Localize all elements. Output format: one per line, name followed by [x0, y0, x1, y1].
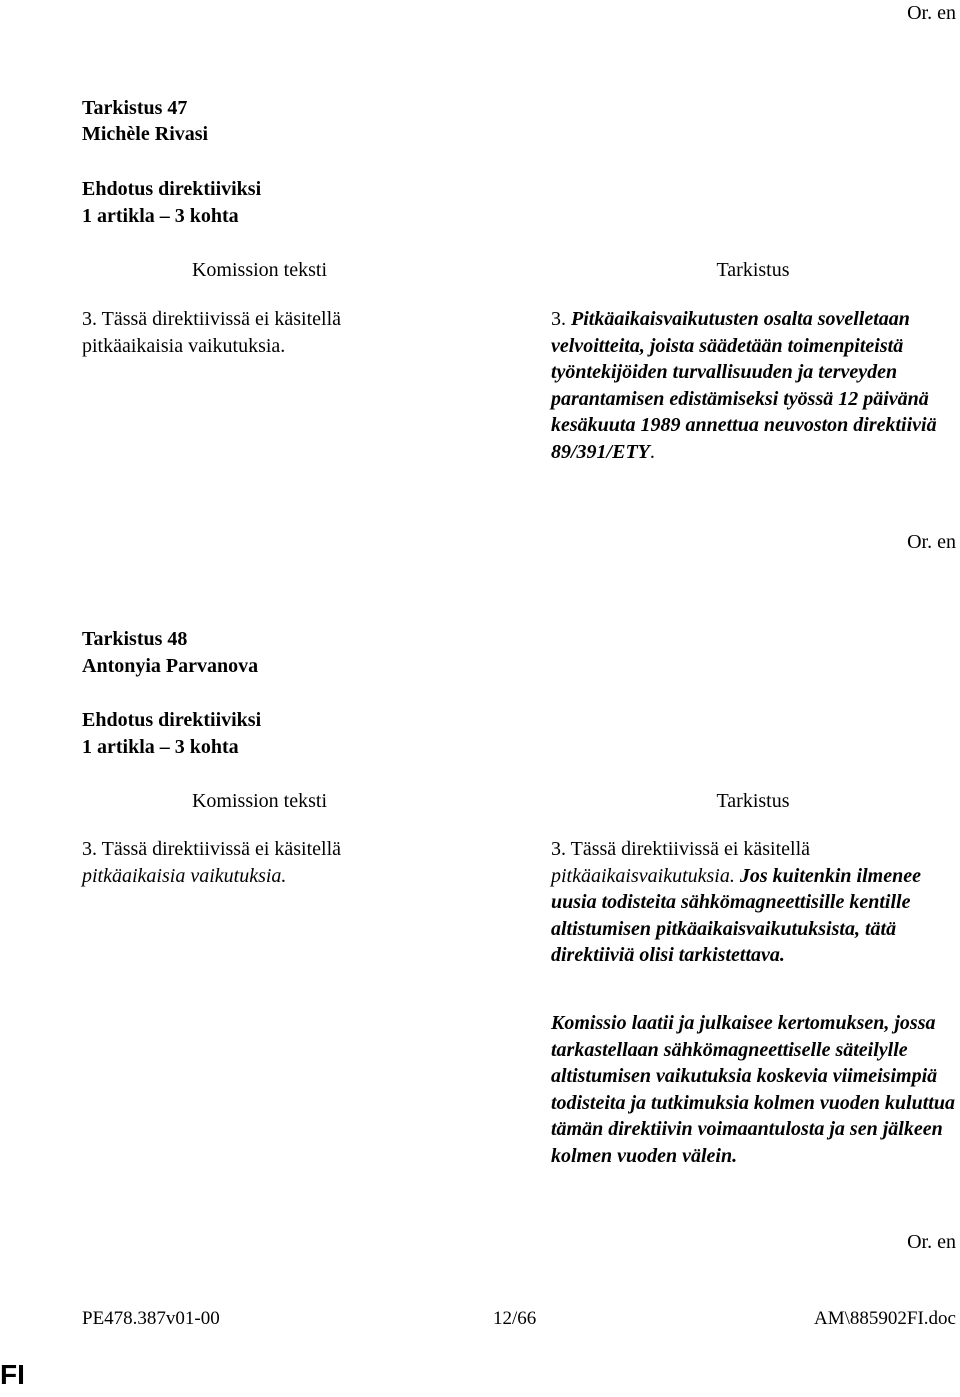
page-number: 12/66: [493, 1308, 537, 1329]
commission-text-header: Komission teksti: [191, 790, 327, 812]
document-reference: PE478.387v01-00: [82, 1308, 220, 1329]
original-language-label: Or. en: [907, 2, 956, 24]
commission-text: 3. Tässä direktiivissä ei käsitellä pitkäaikaisia vaikutuksia.: [82, 838, 342, 887]
amendment-text: 3. Pitkäaikaisvaikutusten osalta sovelletaan velvoitteita, joista säädetään toimenpiteistä työntekijöiden turvallisuuden ja terveyden parantamisen edistämiseksi työssä 12 päivänä kesäkuuta 1989 annettua neuvoston direktiiviä 89/391/ETY.: [551, 308, 937, 463]
proposal-label: Ehdotus direktiiviksi: [82, 709, 262, 731]
amendment-header: Tarkistus: [716, 790, 790, 812]
commission-text-header: Komission teksti: [191, 259, 327, 281]
amendment-header: Tarkistus: [716, 259, 790, 281]
amendment-text-paragraph-2: Komissio laatii ja julkaisee kertomuksen, jossa tarkastellaan sähkömagneettiselle säteilylle altistumisen vaikutuksia koskevia viimeisimpiä todisteita ja tutkimuksia kolmen vuoden kuluttua tämän direktiivin voimaantulosta ja sen jälkeen kolmen vuoden välein.: [551, 1012, 955, 1167]
file-name: AM\885902FI.doc: [814, 1308, 956, 1329]
amendment-author: Michèle Rivasi: [82, 123, 209, 145]
amendment-text: 3. Tässä direktiivissä ei käsitellä pitkäaikaisvaikutuksia. Jos kuitenkin ilmenee uusia todisteita sähkömagneettisille kentille altistumisen pitkäaikaisvaikutuksista, tätä direktiiviä olisi tarkistettava.: [551, 838, 921, 966]
original-language-label: Or. en: [907, 531, 956, 553]
amendment-title: Tarkistus 48: [82, 628, 188, 650]
proposal-label: Ehdotus direktiiviksi: [82, 178, 262, 200]
commission-text: 3. Tässä direktiivissä ei käsitellä pitkäaikaisia vaikutuksia.: [82, 308, 342, 357]
article-reference: 1 artikla – 3 kohta: [82, 736, 239, 758]
amendment-author: Antonyia Parvanova: [82, 655, 259, 677]
amendment-title: Tarkistus 47: [82, 97, 188, 119]
article-reference: 1 artikla – 3 kohta: [82, 205, 239, 227]
language-code: FI: [0, 1359, 25, 1390]
original-language-label: Or. en: [907, 1231, 956, 1253]
